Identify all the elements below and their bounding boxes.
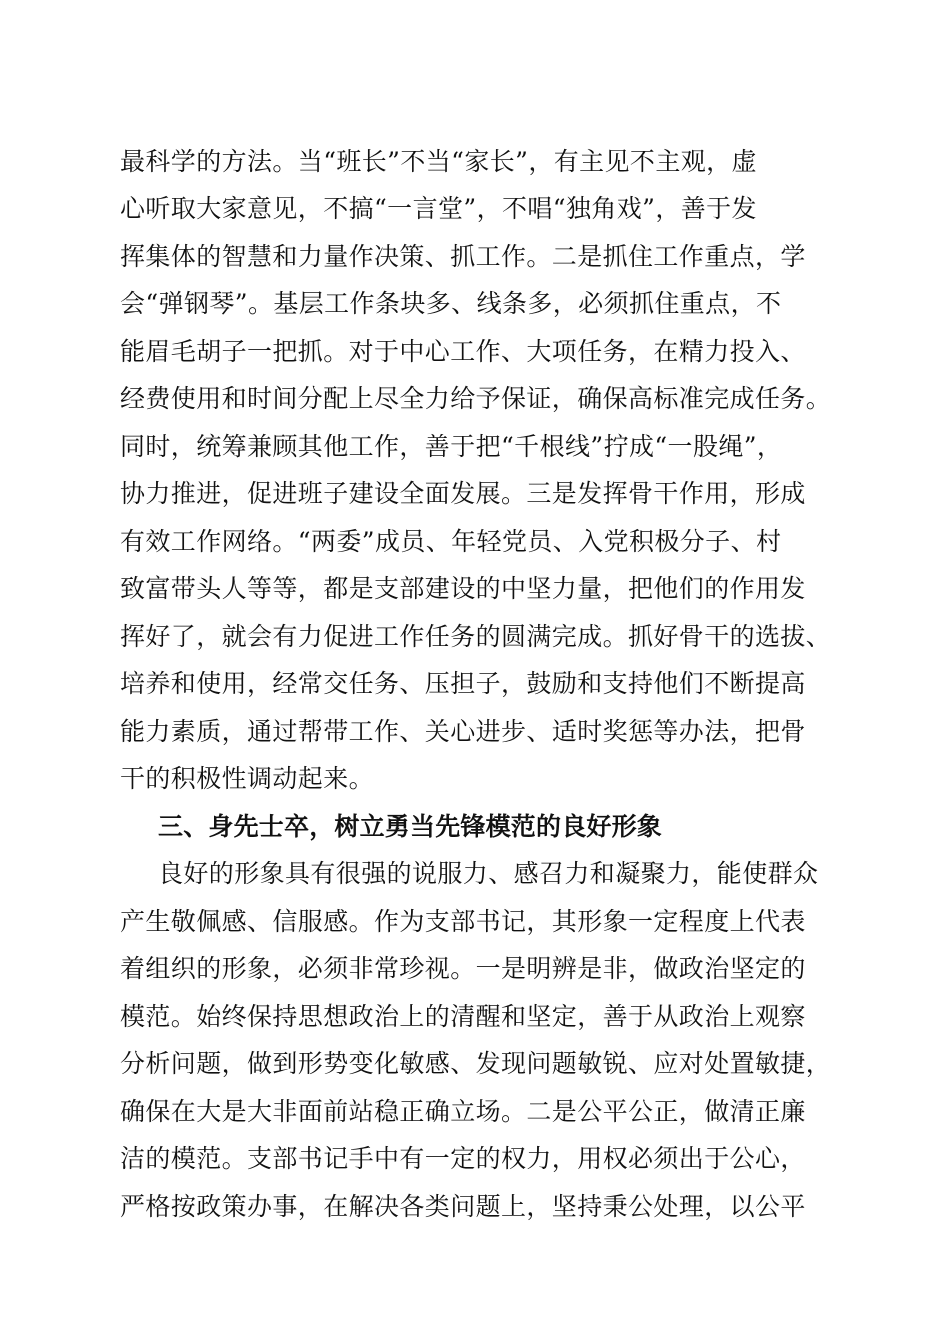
paragraph-line: 最科学的方法。当“班长”不当“家长”，有主见不主观，虚 — [120, 147, 757, 176]
paragraph-line: 确保在大是大非面前站稳正确立场。二是公平公正，做清正廉 — [120, 1097, 806, 1126]
section-heading: 三、身先士卒，树立勇当先锋模范的良好形象 — [158, 812, 663, 841]
paragraph-line: 挥好了，就会有力促进工作任务的圆满完成。抓好骨干的选拔、 — [120, 622, 832, 651]
paragraph-line: 致富带头人等等，都是支部建设的中坚力量，把他们的作用发 — [120, 574, 806, 603]
paragraph-line: 同时，统筹兼顾其他工作，善于把“千根线”拧成“一股绳”， — [120, 432, 783, 461]
paragraph-line: 培养和使用，经常交任务、压担子，鼓励和支持他们不断提高 — [120, 669, 806, 698]
paragraph-line: 洁的模范。支部书记手中有一定的权力，用权必须出于公心， — [120, 1144, 806, 1173]
paragraph-line: 严格按政策办事，在解决各类问题上，坚持秉公处理，以公平 — [120, 1192, 806, 1221]
paragraph-line: 挥集体的智慧和力量作决策、抓工作。二是抓住工作重点，学 — [120, 242, 806, 271]
paragraph-line: 会“弹钢琴”。基层工作条块多、线条多，必须抓住重点，不 — [120, 289, 782, 318]
paragraph-line: 经费使用和时间分配上尽全力给予保证，确保高标准完成任务。 — [120, 384, 832, 413]
paragraph-line: 模范。始终保持思想政治上的清醒和坚定，善于从政治上观察 — [120, 1002, 806, 1031]
paragraph-line: 干的积极性调动起来。 — [120, 764, 375, 793]
paragraph-line: 有效工作网络。“两委”成员、年轻党员、入党积极分子、村 — [120, 527, 782, 556]
paragraph-line: 良好的形象具有很强的说服力、感召力和凝聚力，能使群众 — [158, 859, 819, 888]
paragraph-line: 心听取大家意见，不搞“一言堂”，不唱“独角戏”，善于发 — [120, 194, 757, 223]
paragraph-line: 协力推进，促进班子建设全面发展。三是发挥骨干作用，形成 — [120, 479, 806, 508]
paragraph-line: 着组织的形象，必须非常珍视。一是明辨是非，做政治坚定的 — [120, 954, 806, 983]
paragraph-line: 分析问题，做到形势变化敏感、发现问题敏锐、应对处置敏捷， — [120, 1049, 832, 1078]
paragraph-line: 能力素质，通过帮带工作、关心进步、适时奖惩等办法，把骨 — [120, 717, 806, 746]
paragraph-line: 产生敬佩感、信服感。作为支部书记，其形象一定程度上代表 — [120, 907, 806, 936]
paragraph-line: 能眉毛胡子一把抓。对于中心工作、大项任务，在精力投入、 — [120, 337, 806, 366]
